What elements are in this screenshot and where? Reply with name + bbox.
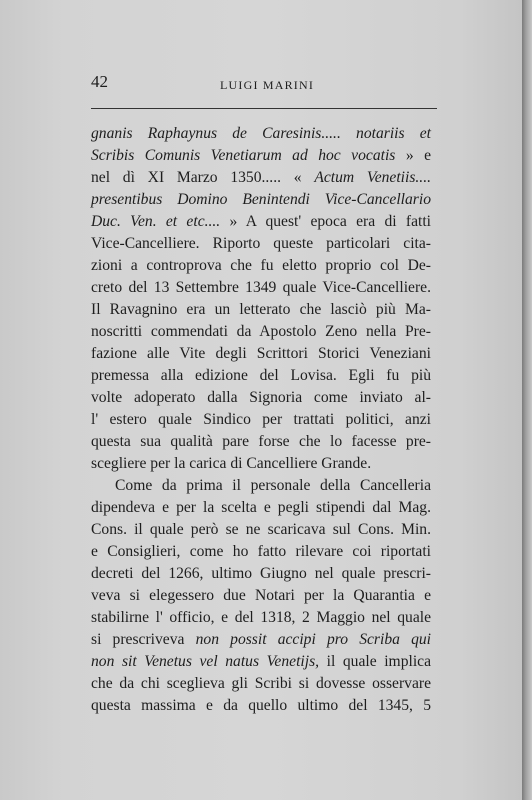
text-span: veva si elegessero due Notari per la Quarantia e: [91, 587, 431, 604]
text-line: [91, 453, 431, 475]
text-line: [91, 255, 431, 277]
text-span: fazione alle Vite degli Scrittori Storici Veneziani: [91, 345, 431, 362]
page-edge-shadow: [522, 0, 532, 800]
text-line: [91, 233, 431, 255]
text-span: creto del 13 Settembre 1349 quale Vice-Cancelliere.: [91, 279, 431, 296]
text-span: questa sua qualità pare forse che lo facesse pre-: [91, 433, 431, 450]
text-line: [91, 365, 431, 387]
text-line: [91, 211, 431, 233]
text-line: [91, 277, 431, 299]
text-line: [91, 123, 431, 145]
italic-text-span: non sit Venetus vel natus Venetijs,: [91, 653, 320, 670]
text-span: noscritti commendati da Apostolo Zeno nella Pre-: [91, 323, 431, 340]
text-span: volte adoperato dalla Signoria come inviato al-: [91, 389, 431, 406]
text-line: [91, 695, 431, 717]
text-span: che da chi sceglieva gli Scribi si dovesse osservare: [91, 675, 431, 692]
text-span: Il Ravagnino era un letterato che lasciò più Ma-: [91, 301, 431, 318]
text-line: [91, 475, 431, 497]
page-header: [91, 72, 437, 104]
text-line: [91, 409, 431, 431]
text-span: dipendeva e per la scelta e pegli stipendi dal Mag.: [91, 499, 431, 516]
text-line: [91, 167, 431, 189]
italic-text-span: Scribis Comunis Venetiarum ad hoc vocatis: [91, 147, 396, 164]
text-line: [91, 145, 431, 167]
text-span: decreti del 1266, ultimo Giugno nel quale prescri-: [91, 565, 431, 582]
text-span: scegliere per la carica di Cancelliere Grande.: [91, 455, 372, 472]
text-line: [91, 519, 431, 541]
text-span: e Consiglieri, come ho fatto rilevare coi riportati: [91, 543, 431, 560]
text-line: [91, 629, 431, 651]
text-line: [91, 673, 431, 695]
text-line: [91, 189, 431, 211]
text-line: [91, 431, 431, 453]
text-span: stabilirne l' officio, e del 1318, 2 Maggio nel quale: [91, 609, 431, 626]
text-line: [91, 541, 431, 563]
italic-text-span: presentibus Domino Benintendi Vice-Cancellario: [91, 191, 431, 208]
text-span: si prescriveva: [91, 631, 196, 648]
text-line: [91, 585, 431, 607]
text-line: [91, 343, 431, 365]
text-line: [91, 607, 431, 629]
text-line: [91, 497, 431, 519]
text-span: Vice-Cancelliere. Riporto queste particolari cita-: [91, 235, 431, 252]
italic-text-span: gnanis Raphaynus de Caresinis..... notariis et: [91, 125, 431, 142]
text-span: nel dì XI Marzo 1350..... «: [91, 169, 315, 186]
text-span: Come da prima il personale della Cancelleria: [115, 477, 431, 494]
header-rule: [91, 108, 437, 109]
italic-text-span: non possit accipi pro Scriba qui: [195, 631, 432, 648]
text-span: questa massima e da quello ultimo del 1345, 5: [91, 697, 431, 714]
text-line: [91, 299, 431, 321]
text-span: Cons. il quale però se ne scaricava sul Cons. Min.: [91, 521, 431, 538]
text-line: [91, 651, 431, 673]
body-text: [91, 123, 431, 717]
text-line: [91, 387, 431, 409]
running-title: LUIGI MARINI: [220, 78, 315, 92]
text-span: l' estero quale Sindico per trattati politici, anzi: [91, 411, 431, 428]
italic-text-span: Actum Venetiis....: [314, 169, 431, 186]
text-span: » A quest' epoca era di fatti: [220, 213, 431, 230]
italic-text-span: Duc. Ven. et etc....: [91, 213, 221, 230]
text-span: premessa alla edizione del Lovisa. Egli fu più: [91, 367, 431, 384]
text-line: [91, 563, 431, 585]
text-span: » e: [395, 147, 431, 164]
text-line: [91, 321, 431, 343]
text-span: il quale implica: [319, 653, 431, 670]
text-span: zioni a controprova che fu eletto proprio col De-: [91, 257, 431, 274]
page-number: 42: [91, 72, 108, 91]
